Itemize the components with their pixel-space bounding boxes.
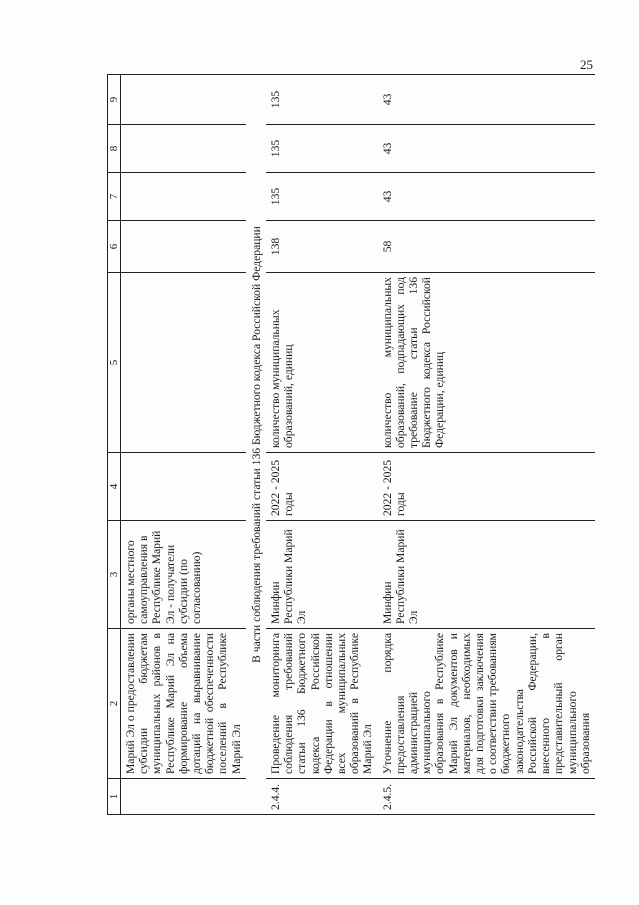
- table-row: [266, 75, 378, 815]
- cell-indicator: количество муниципальных образований, подпадающих под требование статьи 136 Бюджетного кодекса Российской Федерации, единиц: [378, 273, 595, 453]
- col-header-8: 8: [108, 125, 121, 173]
- cell-v9: 43: [378, 75, 595, 125]
- table-row-continuation: [121, 75, 246, 815]
- col-header-1: 1: [108, 779, 121, 815]
- cell-period: 2022 - 2025 годы: [266, 453, 378, 521]
- cell-num: 2.4.4.: [266, 779, 378, 815]
- cell-v7: [121, 173, 246, 221]
- cell-v6: 138: [266, 221, 378, 273]
- column-number-row: [108, 75, 121, 815]
- col-header-6: 6: [108, 221, 121, 273]
- cell-v8: 43: [378, 125, 595, 173]
- cell-num: 2.4.5.: [378, 779, 595, 815]
- cell-v6: 58: [378, 221, 595, 273]
- cell-executor: Минфин Республики Марий Эл: [266, 521, 378, 629]
- page-number: 25: [580, 57, 593, 72]
- cell-v9: 135: [266, 75, 378, 125]
- cell-measure: Проведение мониторинга соблюдения требований статьи 136 Бюджетного кодекса Российской Федерации в отношении всех муниципальных образований в Республике Марий Эл: [266, 629, 378, 779]
- col-header-9: 9: [108, 75, 121, 125]
- section-heading-row: [246, 75, 266, 815]
- cell-measure: Марий Эл о предоставлении субсидии бюджетам муниципальных районов в Республике Марий Эл на формирование объема дотаций на выравнивание бюджетной обеспеченности поселений в Республике Марий Эл: [121, 629, 246, 779]
- plan-table: [107, 74, 595, 815]
- cell-indicator: [121, 273, 246, 453]
- cell-indicator: количество муниципальных образований, единиц: [266, 273, 378, 453]
- cell-v7: 135: [266, 173, 378, 221]
- table-row: [378, 75, 595, 815]
- col-header-4: 4: [108, 453, 121, 521]
- cell-measure: Уточнение порядка предоставления администрацией муниципального образования в Республике Марий Эл документов и материалов, необходимых для подготовки заключения о соответствии требованиям бюджетного законодательства Российской Федерации, внесенного в представительный орган муниципального образования: [378, 629, 595, 779]
- cell-num: [121, 779, 246, 815]
- rotated-table-container: [107, 75, 592, 815]
- col-header-5: 5: [108, 273, 121, 453]
- cell-v9: [121, 75, 246, 125]
- cell-executor: органы местного самоуправления в Республике Марий Эл - получатели субсидии (по согласованию): [121, 521, 246, 629]
- cell-v8: 135: [266, 125, 378, 173]
- cell-period: [121, 453, 246, 521]
- col-header-3: 3: [108, 521, 121, 629]
- cell-executor: Минфин Республики Марий Эл: [378, 521, 595, 629]
- cell-v8: [121, 125, 246, 173]
- section-heading: В части соблюдения требований статьи 136 Бюджетного кодекса Российской Федерации: [246, 75, 266, 815]
- cell-period: 2022 - 2025 годы: [378, 453, 595, 521]
- col-header-7: 7: [108, 173, 121, 221]
- col-header-2: 2: [108, 629, 121, 779]
- cell-v7: 43: [378, 173, 595, 221]
- cell-v6: [121, 221, 246, 273]
